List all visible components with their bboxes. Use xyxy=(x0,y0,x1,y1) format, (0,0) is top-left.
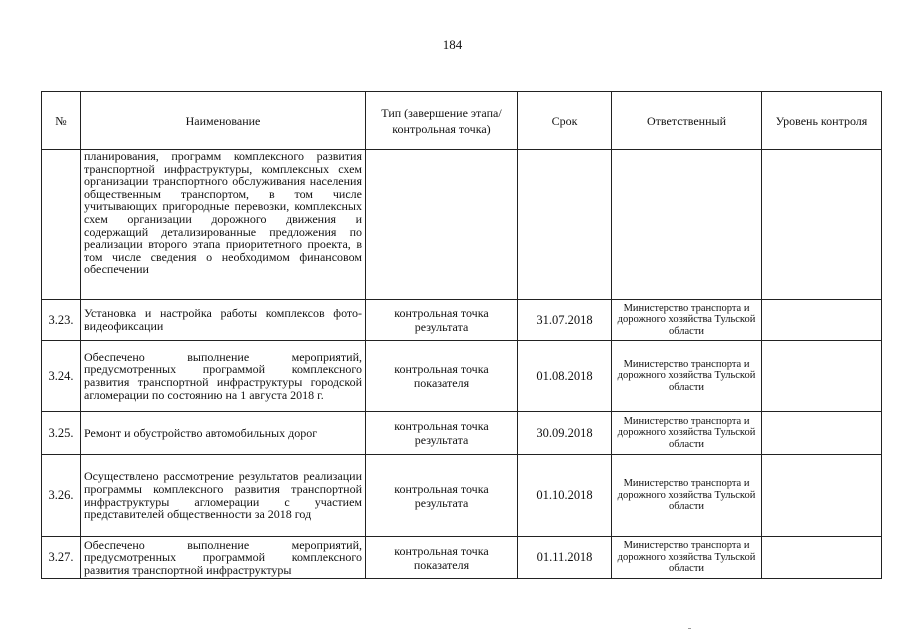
row-num: 3.27. xyxy=(42,537,81,579)
plan-table xyxy=(41,91,882,579)
header-name: Наименование xyxy=(81,92,366,150)
row-control xyxy=(762,341,882,412)
row-deadline: 01.11.2018 xyxy=(518,537,612,579)
row-responsible: Министерство транспорта и дорожного хозяйства Тульской области xyxy=(612,537,762,579)
row-type: контрольная точка результата xyxy=(366,412,518,455)
row-type xyxy=(366,150,518,300)
row-responsible: Министерство транспорта и дорожного хозяйства Тульской области xyxy=(612,300,762,341)
row-name: Установка и настройка работы комплексов фото-видеофиксации xyxy=(81,300,366,341)
row-num: 3.24. xyxy=(42,341,81,412)
row-control xyxy=(762,537,882,579)
table-row xyxy=(42,300,882,341)
header-deadline: Срок xyxy=(518,92,612,150)
row-type: контрольная точка результата xyxy=(366,455,518,537)
row-control xyxy=(762,300,882,341)
row-type: контрольная точка показателя xyxy=(366,537,518,579)
row-num xyxy=(42,150,81,300)
row-deadline: 01.10.2018 xyxy=(518,455,612,537)
row-name: планирования, программ комплексного развития транспортной инфраструктуры, комплексных схем организации транспортного обслуживания населения общественным транспортом, в том числе учитывающих пригородные перевозки, комплексных схем организации дорожного движения и содержащий детализированные предложения по реализации второго этапа приоритетного проекта, в том числе сведения о необходимом финансовом обеспечении xyxy=(81,150,366,300)
table-row xyxy=(42,537,882,579)
row-deadline: 30.09.2018 xyxy=(518,412,612,455)
page-number: 184 xyxy=(442,37,463,52)
scan-speck xyxy=(688,628,691,629)
row-type: контрольная точка показателя xyxy=(366,341,518,412)
row-name: Осуществлено рассмотрение результатов реализации программы комплексного развития транспортной инфраструктуры агломерации с участием представителей общественности за 2018 год xyxy=(81,455,366,537)
row-control xyxy=(762,412,882,455)
row-deadline xyxy=(518,150,612,300)
row-name: Обеспечено выполнение мероприятий, предусмотренных программой комплексного развития транспортной инфраструктуры городской агломерации по состоянию на 1 августа 2018 г. xyxy=(81,341,366,412)
table-header-row xyxy=(42,92,882,150)
row-name: Обеспечено выполнение мероприятий, предусмотренных программой комплексного развития транспортной инфраструктуры xyxy=(81,537,366,579)
table-row xyxy=(42,341,882,412)
header-responsible: Ответственный xyxy=(612,92,762,150)
row-deadline: 31.07.2018 xyxy=(518,300,612,341)
row-num: 3.23. xyxy=(42,300,81,341)
table-row xyxy=(42,412,882,455)
row-name: Ремонт и обустройство автомобильных дорог xyxy=(81,412,366,455)
header-type: Тип (завершение этапа/контрольная точка) xyxy=(366,92,518,150)
header-control: Уровень контроля xyxy=(762,92,882,150)
row-responsible: Министерство транспорта и дорожного хозяйства Тульской области xyxy=(612,455,762,537)
header-num: № xyxy=(42,92,81,150)
row-num: 3.25. xyxy=(42,412,81,455)
row-type: контрольная точка результата xyxy=(366,300,518,341)
row-responsible: Министерство транспорта и дорожного хозяйства Тульской области xyxy=(612,341,762,412)
row-num: 3.26. xyxy=(42,455,81,537)
row-responsible xyxy=(612,150,762,300)
row-deadline: 01.08.2018 xyxy=(518,341,612,412)
row-control xyxy=(762,455,882,537)
row-control xyxy=(762,150,882,300)
table-row xyxy=(42,150,882,300)
table-row xyxy=(42,455,882,537)
row-responsible: Министерство транспорта и дорожного хозяйства Тульской области xyxy=(612,412,762,455)
